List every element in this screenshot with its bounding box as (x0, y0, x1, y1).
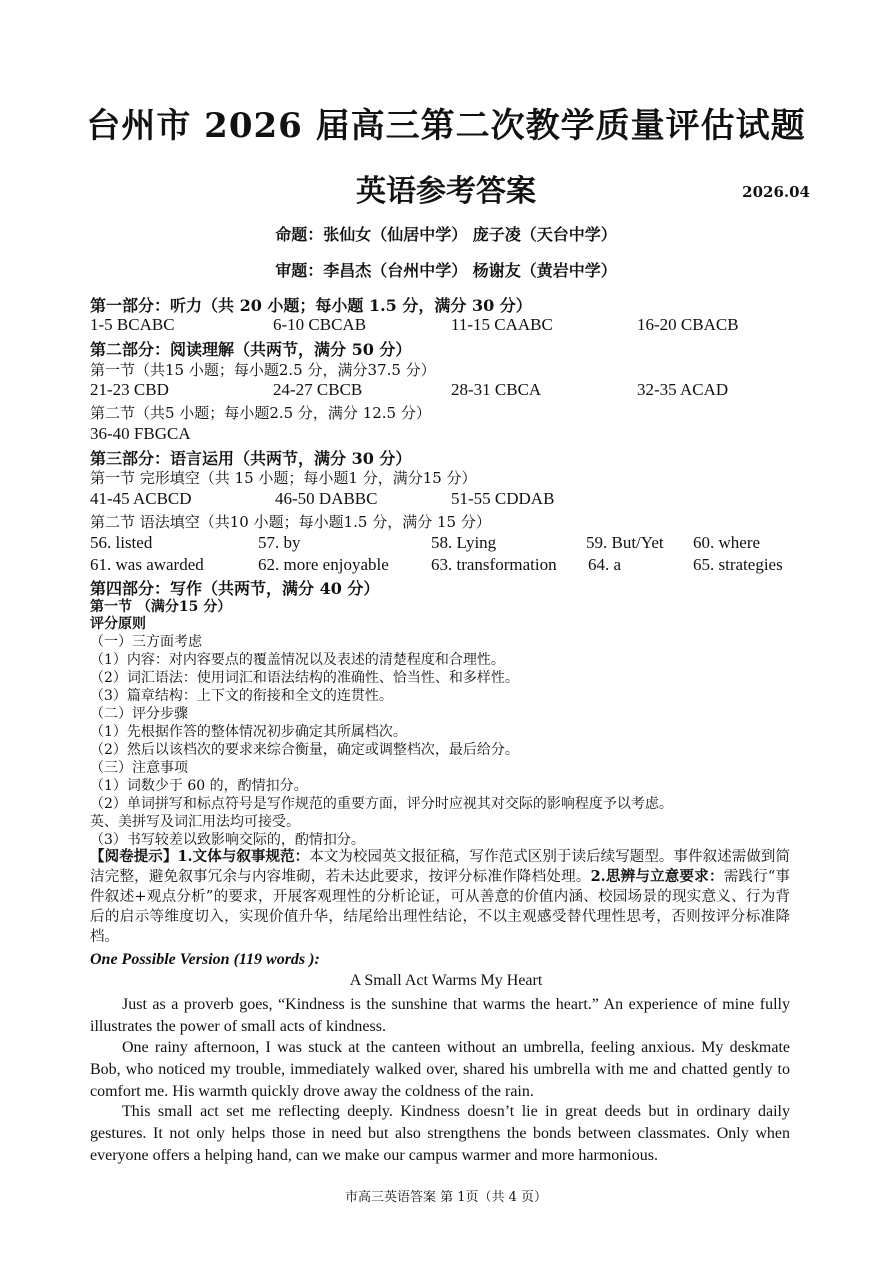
scoring-line: （1）先根据作答的整体情况初步确定其所属档次。 (90, 724, 407, 740)
tip1-text: 本文为校园英文报征稿，写作范式区别于读后续写题型。事件叙述需做到简洁完整，避免叙事冗余与内容堆砌，若未达此要求，按评分标准作降档处理。 (90, 849, 791, 885)
part2-section2-heading: 第二节（共5 小题；每小题2.5 分，满分 12.5 分） (90, 404, 431, 422)
essay-paragraph: One rainy afternoon, I was stuck at the canteen without an umbrella, feeling anxious. My deskmate Bob, who noticed my trouble, immediately walked over, shared his umbrella with me and chatted gently to comfort me. His warmth quickly drove away the coldness of the rain. (90, 1039, 790, 1100)
part3-section2-heading: 第二节 语法填空（共10 小题；每小题1.5 分，满分 15 分） (90, 513, 491, 531)
tips-label: 【阅卷提示】 (90, 848, 178, 865)
scoring-line: （3）篇章结构：上下文的衔接和全文的连贯性。 (90, 688, 393, 704)
essay-title: A Small Act Warms My Heart (349, 972, 543, 989)
answer-group: 21-23 CBD (90, 380, 169, 399)
essay-paragraph: Just as a proverb goes, “Kindness is the sunshine that warms the heart.” An experience of mine fully illustrates the power of small acts of kindness. (90, 996, 790, 1035)
part2-heading: 第二部分：阅读理解（共两节，满分 50 分） (90, 340, 412, 359)
grammar-answer: 63. transformation (431, 555, 557, 574)
grammar-answer: 59. But/Yet (586, 533, 664, 552)
sample-version-label: One Possible Version (119 words ): (90, 951, 320, 968)
answer-group: 28-31 CBCA (451, 380, 542, 399)
scoring-line: （1）词数少于 60 的，酌情扣分。 (90, 778, 308, 794)
answer-group: 6-10 CBCAB (273, 315, 367, 334)
part3-section1-heading: 第一节 完形填空（共 15 小题；每小题1 分，满分15 分） (90, 469, 477, 487)
scoring-line: （2）单词拼写和标点符号是写作规范的重要方面，评分时应视其对交际的影响程度予以考虑。 (90, 796, 673, 812)
reviewers-line: 审题：李昌杰（台州中学） 杨谢友（黄岩中学） (275, 261, 617, 280)
grammar-answer: 61. was awarded (90, 555, 204, 574)
document-title: 台州市 2026 届高三第二次教学质量评估试题 (86, 106, 806, 146)
answer-group: 51-55 CDDAB (451, 489, 555, 508)
tip2-label: 2.思辨与立意要求： (590, 868, 724, 885)
scoring-line: （3）书写较差以致影响交际的，酌情扣分。 (90, 832, 365, 848)
tip2-text: 需践行“事件叙述+观点分析”的要求，开展客观理性的分析论证，可从善意的价值内涵、校园场景的现实意义、行为背后的启示等维度切入，实现价值升华，结尾给出理性结论，不以主观感受替代理性思考，否则按评分标准降档。 (90, 869, 791, 945)
grading-tips (90, 847, 790, 947)
scoring-line: （2）然后以该档次的要求来综合衡量，确定或调整档次，最后给分。 (90, 742, 519, 758)
proposers-line: 命题：张仙女（仙居中学） 庞子凌（天台中学） (275, 225, 617, 244)
grammar-answer: 62. more enjoyable (258, 555, 389, 574)
answer-group: 32-35 ACAD (637, 380, 729, 399)
part1-heading: 第一部分：听力（共 20 小题；每小题 1.5 分，满分 30 分） (90, 296, 532, 315)
answer-group: 36-40 FBGCA (90, 424, 191, 443)
answer-group: 11-15 CAABC (451, 315, 553, 334)
document-date: 2026.04 (742, 183, 810, 201)
part4-section1-heading: 第一节 （满分15 分） (90, 599, 232, 615)
tip1-label: 1.文体与叙事规范： (177, 848, 310, 865)
document-subtitle: 英语参考答案 (356, 174, 536, 209)
scoring-line: （三）注意事项 (90, 760, 188, 776)
part3-heading: 第三部分：语言运用（共两节，满分 30 分） (90, 449, 412, 468)
scoring-line: （二）评分步骤 (90, 706, 188, 722)
grammar-answer: 64. a (588, 555, 622, 574)
part2-section1-heading: 第一节（共15 小题；每小题2.5 分，满分37.5 分） (90, 361, 436, 379)
scoring-line: 英、美拼写及词汇用法均可接受。 (90, 814, 300, 830)
grammar-answer: 57. by (258, 533, 301, 552)
page-footer: 市高三英语答案 第 1页（共 4 页） (344, 1190, 548, 1205)
scoring-line: （一）三方面考虑 (90, 634, 202, 650)
answer-group: 41-45 ACBCD (90, 489, 192, 508)
grammar-answer: 65. strategies (693, 555, 783, 574)
answer-group: 1-5 BCABC (90, 315, 175, 334)
answer-group: 16-20 CBACB (637, 315, 739, 334)
answer-group: 24-27 CBCB (273, 380, 363, 399)
grammar-answer: 56. listed (90, 533, 153, 552)
answer-group: 46-50 DABBC (275, 489, 378, 508)
grammar-answer: 60. where (693, 533, 761, 552)
scoring-line: （1）内容：对内容要点的覆盖情况以及表述的清楚程度和合理性。 (90, 652, 505, 668)
grammar-answer: 58. Lying (431, 533, 497, 552)
part4-heading: 第四部分：写作（共两节，满分 40 分） (90, 579, 380, 598)
essay-paragraph: This small act set me reflecting deeply. Kindness doesn’t lie in great deeds but in ordinary daily gestures. It not only helps those in need but also strengthens the bonds between classmates. Only when everyone offers a helping hand, can we make our campus warmer and more harmonious. (90, 1103, 790, 1164)
scoring-line: （2）词汇语法：使用词汇和语法结构的准确性、恰当性、和多样性。 (90, 670, 519, 686)
scoring-principles-heading: 评分原则 (90, 616, 146, 632)
